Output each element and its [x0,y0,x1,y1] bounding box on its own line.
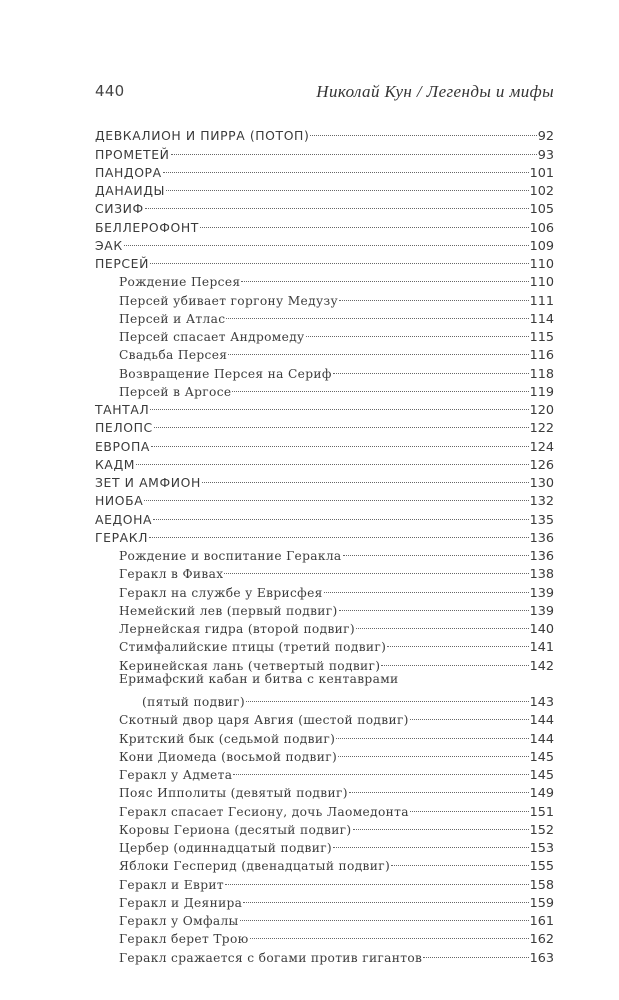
toc-entry-page: 140 [529,622,554,637]
toc-section-entry[interactable] [95,286,554,309]
toc-entry-title: Геракл спасает Гесиону, дочь Лаомедонта [119,804,409,819]
toc-entry-page: 115 [529,330,554,345]
dot-leader [333,359,529,377]
toc-entry-page: 158 [529,877,554,893]
toc-section-entry[interactable] [95,907,554,929]
toc-entry-page: 102 [529,184,554,199]
toc-section-entry[interactable] [95,943,554,966]
toc-section-entry[interactable] [95,834,554,856]
toc-entry-title: Немейский лев (первый подвиг) [119,603,338,618]
toc-entry-page: 144 [529,713,554,729]
toc-entry-page: 149 [529,786,554,802]
toc-entry-page: 120 [529,403,554,418]
dot-leader [241,268,528,286]
dot-leader [150,396,528,414]
toc-entry-page: 109 [529,238,554,254]
dot-leader [338,743,528,761]
toc-entry-page: 153 [529,841,554,856]
toc-entry-title: Геракл на службе у Еврисфея [119,585,323,600]
dot-leader [226,305,528,323]
toc-entry-title: Пояс Ипполиты (девятый подвиг) [119,786,348,801]
dot-leader [144,487,528,505]
toc-section-entry[interactable] [95,743,554,765]
toc-entry-title-continued: (пятый подвиг) [142,695,245,709]
dot-leader [224,560,528,578]
toc-entry-page: 139 [529,603,554,619]
toc-chapter-entry[interactable] [95,414,554,437]
toc-section-entry[interactable] [95,889,554,911]
dot-leader [349,779,529,797]
toc-section-entry[interactable] [95,633,554,656]
toc-entry-title: Керинейская лань (четвертый подвиг) [119,658,381,673]
toc-entry-title: Геракл и Еврит [119,877,224,892]
toc-entry-title: Рождение Персея [119,275,241,290]
toc-section-entry[interactable] [95,578,554,601]
toc-entry-title: ПЕЛОПС [95,420,153,436]
toc-entry-page: 136 [529,549,554,564]
toc-entry-title: ЕВРОПА [95,438,150,454]
toc-section-entry[interactable] [95,560,554,583]
toc-section-entry[interactable] [95,615,554,637]
toc-chapter-entry[interactable] [95,122,554,145]
dot-leader [243,889,528,907]
toc-section-entry[interactable] [95,761,554,783]
toc-chapter-entry[interactable] [95,195,554,218]
toc-entry-title: ПРОМЕТЕЙ [95,146,170,162]
toc-section-entry[interactable] [95,816,554,838]
toc-entry-title: ТАНТАЛ [95,402,150,417]
toc-section-entry[interactable] [95,542,554,564]
toc-entry-page: 119 [529,384,554,400]
toc-entry-title: ПАНДОРА [95,164,162,180]
toc-entry-page: 116 [529,348,554,364]
toc-entry-title: Геракл берет Трою [119,932,249,947]
toc-chapter-entry[interactable] [95,213,554,236]
toc-entry-title: ЗЕТ И АМФИОН [95,475,201,490]
toc-entry-page: 145 [529,768,554,783]
dot-leader [124,232,529,250]
toc-entry-page: 141 [529,640,554,656]
toc-entry-page: 151 [529,804,554,820]
toc-chapter-entry[interactable] [95,524,554,546]
dot-leader [149,524,529,542]
dot-leader [410,797,529,815]
dot-leader [310,122,536,140]
toc-entry-title: КАДМ [95,456,136,472]
dot-leader [171,140,537,158]
toc-chapter-entry[interactable] [95,487,554,510]
toc-entry[interactable] [95,670,554,688]
toc-chapter-entry[interactable] [95,469,554,491]
toc-section-entry[interactable] [95,323,554,345]
toc-section-entry[interactable] [95,779,554,802]
toc-entry-page: 93 [537,147,554,163]
dot-leader [232,378,528,396]
toc-entry-title: Цербер (одиннадцатый подвиг) [119,841,333,855]
dot-leader [151,432,529,450]
dot-leader [339,286,529,304]
dot-leader [233,761,528,779]
toc-entry-page: 143 [529,695,554,710]
dot-leader [228,341,528,359]
dot-leader [163,159,529,177]
toc-entry-page: 144 [529,731,554,747]
toc-entry-title: Стимфалийские птицы (третий подвиг) [119,640,387,655]
toc-entry-page: 145 [529,749,554,765]
dot-leader [154,414,529,432]
toc-section-entry[interactable] [95,706,554,729]
page-number: 440 [95,82,125,100]
toc-chapter-entry[interactable] [95,451,554,473]
toc-entry-page: 162 [529,932,554,948]
toc-chapter-entry[interactable] [95,396,554,418]
toc-entry-title: Лернейская гидра (второй подвиг) [119,622,355,636]
toc-entry-title: Геракл сражается с богами против гигантов [119,950,423,965]
toc-entry-title: Яблоки Гесперид (двенадцатый подвиг) [119,859,391,874]
toc-entry-title: Возвращение Персея на Сериф [119,366,332,381]
toc-entry-title: Геракл у Омфалы [119,914,239,928]
dot-leader [136,451,529,469]
toc-chapter-entry[interactable] [95,177,554,199]
toc-entry-title: Критский бык (седьмой подвиг) [119,731,336,746]
table-of-contents [95,122,554,966]
page-header [95,82,554,104]
toc-entry-page: 130 [529,476,554,491]
toc-section-entry[interactable] [95,724,554,747]
toc-entry-page: 161 [529,914,554,929]
dot-leader [333,834,529,852]
toc-entry-page: 136 [529,530,554,546]
toc-entry-page: 126 [529,457,554,473]
toc-entry-title: ДЕВКАЛИОН И ПИРРА (ПОТОП) [95,128,310,144]
dot-leader [145,195,529,213]
toc-chapter-entry[interactable] [95,432,554,455]
toc-entry-continuation[interactable] [95,688,554,710]
toc-entry-page: 114 [529,311,554,327]
dot-leader [339,597,529,615]
toc-chapter-entry[interactable] [95,250,554,272]
toc-entry-title: Персей спасает Андромеду [119,330,305,344]
toc-entry-title: Персей в Аргосе [119,384,232,399]
toc-section-entry[interactable] [95,341,554,364]
toc-entry-page: 92 [537,129,554,145]
dot-leader [353,816,529,834]
dot-leader [356,615,529,633]
toc-entry-page: 135 [529,512,554,528]
toc-entry-title: Персей убивает горгону Медузу [119,293,339,308]
toc-entry-page: 152 [529,822,554,838]
toc-entry-title: Еримафский кабан и битва с кентаврами [119,671,399,686]
dot-leader [423,943,528,961]
toc-section-entry[interactable] [95,925,554,948]
dot-leader [225,870,529,888]
toc-entry-page: 110 [529,275,554,291]
toc-entry-title: СИЗИФ [95,201,144,217]
toc-section-entry[interactable] [95,597,554,619]
toc-entry-page: 106 [529,220,554,236]
toc-entry-page: 159 [529,895,554,911]
toc-entry-title: ГЕРАКЛ [95,529,149,545]
dot-leader [166,177,529,195]
toc-chapter-entry[interactable] [95,505,554,528]
toc-entry-page: 111 [529,293,554,309]
toc-entry-title: НИОБА [95,493,144,509]
toc-entry-title: Свадьба Персея [119,348,228,363]
dot-leader [306,323,529,341]
toc-entry-page: 101 [529,165,554,181]
toc-section-entry[interactable] [95,359,554,382]
toc-entry-title: Геракл в Фивах [119,567,224,582]
toc-entry-page: 139 [529,585,554,601]
toc-entry-title: Скотный двор царя Авгия (шестой подвиг) [119,713,409,728]
dot-leader [336,724,528,742]
dot-leader [250,925,529,943]
toc-entry-title: Персей и Атлас [119,311,226,326]
toc-section-entry[interactable] [95,797,554,820]
toc-entry-title: ПЕРСЕЙ [95,256,149,271]
dot-leader [153,505,528,523]
dot-leader [240,907,529,925]
dot-leader [246,688,529,706]
toc-entry-page: 155 [529,859,554,875]
toc-section-entry[interactable] [95,651,554,674]
toc-section-entry[interactable] [95,378,554,400]
dot-leader [343,542,529,560]
dot-leader [324,578,529,596]
dot-leader [150,250,529,268]
toc-entry-title: Геракл и Деянира [119,895,243,910]
toc-entry-page: 105 [529,202,554,218]
toc-entry-title: Коровы Гериона (десятый подвиг) [119,822,352,837]
toc-chapter-entry[interactable] [95,140,554,163]
dot-leader [202,469,529,487]
running-title: Николай Кун / Легенды и мифы [316,82,554,101]
toc-section-entry[interactable] [95,852,554,875]
toc-entry-page: 118 [529,366,554,382]
toc-entry-page: 122 [529,421,554,437]
toc-entry-title: ЭАК [95,237,123,253]
toc-entry-page: 142 [529,658,554,674]
toc-entry-page: 132 [529,494,554,510]
toc-entry-page: 138 [529,567,554,583]
dot-leader [381,651,528,669]
toc-entry-title: БЕЛЛЕРОФОНТ [95,219,199,235]
toc-section-entry[interactable] [95,305,554,327]
dot-leader [391,852,528,870]
toc-entry-title: ДАНАИДЫ [95,183,166,198]
dot-leader [387,633,528,651]
toc-section-entry[interactable] [95,268,554,291]
toc-entry-page: 110 [529,257,554,272]
dot-leader [200,213,529,231]
toc-entry-title: Рождение и воспитание Геракла [119,549,342,563]
toc-entry-page: 124 [529,439,554,455]
toc-entry-title: Геракл у Адмета [119,768,233,782]
toc-chapter-entry[interactable] [95,232,554,254]
toc-chapter-entry[interactable] [95,159,554,181]
dot-leader [410,706,529,724]
toc-entry-title: АЕДОНА [95,511,153,527]
toc-entry-page: 163 [529,950,554,966]
toc-entry-title: Кони Диомеда (восьмой подвиг) [119,749,338,764]
toc-section-entry[interactable] [95,870,554,893]
